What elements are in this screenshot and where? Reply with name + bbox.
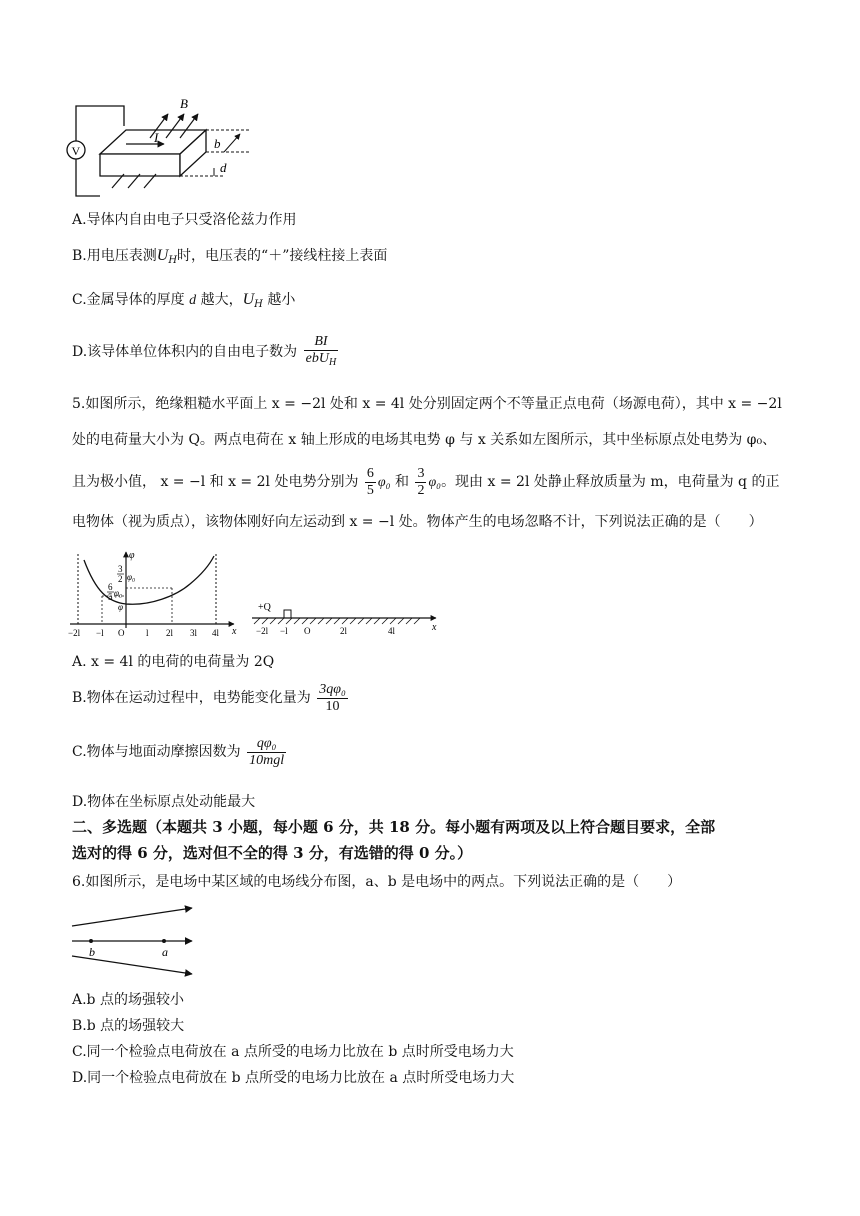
ground-charge-label: +Q xyxy=(258,602,271,613)
q6-option-a: A.b 点的场强较小 xyxy=(72,992,184,1008)
ground-figure xyxy=(250,596,446,642)
point-b xyxy=(89,939,93,943)
graph-label-32-den: 2 xyxy=(118,574,123,584)
q6-option-c: C.同一个检验点电荷放在 a 点所受的电场力比放在 b 点时所受电场力大 xyxy=(72,1044,514,1060)
field-lines-figure xyxy=(66,900,202,984)
graph-tick-3l: 3l xyxy=(190,628,198,638)
graph-label-32-num: 3 xyxy=(118,564,123,574)
point-a xyxy=(162,939,166,943)
q5-stem-line4: 电物体（视为质点），该物体刚好向左运动到 x = −l 处。物体产生的电场忽略不计，下列说法正确的是（ ） xyxy=(72,514,763,530)
object-block xyxy=(284,610,291,618)
graph-label-phi: φ xyxy=(118,602,123,612)
graph-tick-neg2l: −2l xyxy=(68,628,81,638)
q6-stem: 6.如图所示，是电场中某区域的电场线分布图，a、b 是电场中的两点。下列说法正确的是（ ） xyxy=(72,874,682,890)
q5-option-d: D.物体在坐标原点处动能最大 xyxy=(72,794,256,810)
ground-x-axis-label: x xyxy=(432,622,437,633)
q4-option-a: A.导体内自由电子只受洛伦兹力作用 xyxy=(72,212,297,228)
point-a-label: a xyxy=(162,945,168,959)
point-b-label: b xyxy=(89,945,95,959)
graph-tick-l: l xyxy=(146,628,149,638)
q6-option-d: D.同一个检验点电荷放在 b 点所受的电场力比放在 a 点时所受电场力大 xyxy=(72,1070,515,1086)
width-label: b xyxy=(214,136,221,151)
potential-graph xyxy=(66,548,246,640)
graph-tick-negl: −l xyxy=(96,628,104,638)
q4-option-d: D.该导体单位体积内的自由电子数为 $\frac{BI}{ebU_H}$ xyxy=(72,333,337,368)
graph-label-32-phi0: φ₀ xyxy=(127,572,136,582)
ground-tick-2l: 2l xyxy=(340,626,348,636)
section2-heading-line1: 二、多选题（本题共 3 小题，每小题 6 分，共 18 分。每小题有两项及以上符合题目要求，全部 xyxy=(72,818,716,836)
section2-heading-line2: 选对的得 6 分，选对但不全的得 3 分，有选错的得 0 分。） xyxy=(72,844,473,862)
ground-tick-negl: −l xyxy=(280,626,288,636)
q5-option-a: A. x = 4l 的电荷的电荷量为 2Q xyxy=(72,654,275,670)
current-label: I xyxy=(154,130,159,145)
voltmeter-label: V xyxy=(71,144,81,158)
graph-tick-4l: 4l xyxy=(212,628,220,638)
graph-phi-axis-label: φ xyxy=(129,550,135,561)
q5-stem-line2: 处的电荷量大小为 Q。两点电荷在 x 轴上形成的电场其电势 φ 与 x 关系如左图所示，其中坐标原点处电势为 φ₀、 xyxy=(72,432,777,448)
hall-effect-figure xyxy=(64,92,264,204)
q5-stem-line3: 且为极小值， x = −l 和 x = 2l 处电势分别为 $\frac{6}{5}$ φ₀ 和 $\frac{3}{2}$ φ₀。现由 x = 2l 处静止释放质量为 m，电荷量为 q 的正 xyxy=(72,465,780,498)
q4-option-b: B.用电压表测$U_H$时，电压表的“＋”接线柱接上表面 xyxy=(72,247,388,266)
graph-label-65-den: 5 xyxy=(108,592,113,602)
q6-option-b: B.b 点的场强较大 xyxy=(72,1018,185,1034)
q4-option-c: C.金属导体的厚度 d 越大，$U_H$ 越小 xyxy=(72,291,296,310)
graph-label-65-phi0: φ₀ xyxy=(114,588,123,598)
ground-tick-4l: 4l xyxy=(388,626,396,636)
graph-x-axis-label: x xyxy=(232,626,237,637)
graph-tick-o: O xyxy=(118,628,125,638)
thickness-label: d xyxy=(220,160,227,175)
q5-option-c: C.物体与地面动摩擦因数为 $\frac{\text{qφ₀}}{\text{10mgl}}$ xyxy=(72,735,285,768)
q5-option-b: B.物体在运动过程中，电势能变化量为 $\frac{\text{3qφ₀}}{10}$ xyxy=(72,681,346,714)
ground-tick-o: O xyxy=(304,626,311,636)
b-field-label: B xyxy=(180,96,188,111)
ground-tick-neg2l: −2l xyxy=(256,626,269,636)
q5-stem-line1: 5.如图所示，绝缘粗糙水平面上 x = −2l 处和 x = 4l 处分别固定两个不等量正点电荷（场源电荷），其中 x = −2l xyxy=(72,396,782,412)
graph-label-65-num: 6 xyxy=(108,582,113,592)
graph-tick-2l: 2l xyxy=(166,628,174,638)
